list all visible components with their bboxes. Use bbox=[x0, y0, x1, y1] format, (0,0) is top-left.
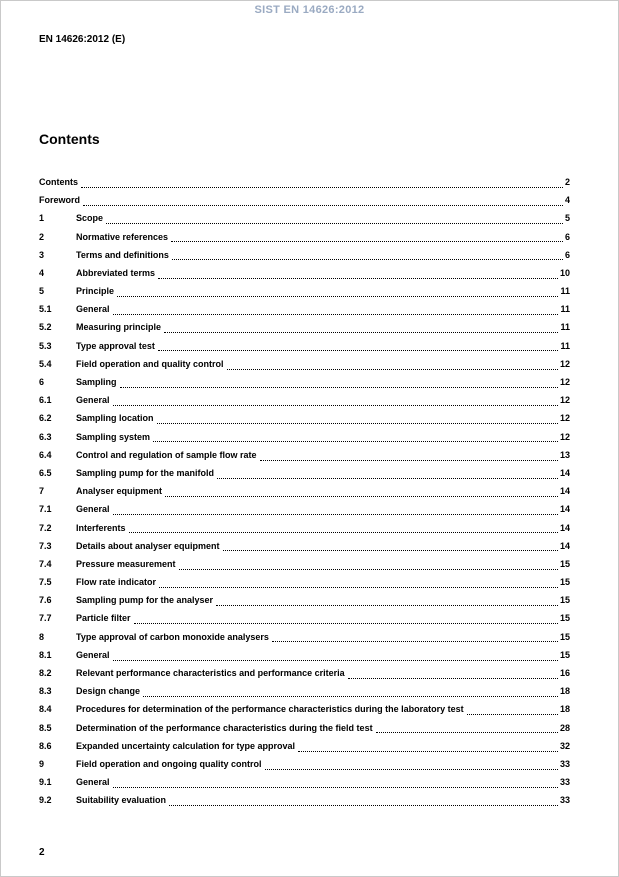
toc-dotted-leader bbox=[113, 314, 559, 315]
toc-row bbox=[39, 428, 570, 446]
toc-entry-number: 6.5 bbox=[39, 467, 52, 478]
toc-row bbox=[39, 791, 570, 809]
toc-entry-number: 7 bbox=[39, 486, 45, 497]
toc-entry-page: 33 bbox=[559, 795, 570, 806]
toc-dotted-leader bbox=[83, 205, 563, 206]
toc-row bbox=[39, 500, 570, 518]
toc-dotted-leader bbox=[117, 296, 558, 297]
toc-dotted-leader bbox=[113, 787, 558, 788]
toc-entry-page: 32 bbox=[559, 740, 570, 751]
toc-row bbox=[39, 610, 570, 628]
toc-entry-page: 15 bbox=[559, 577, 570, 588]
toc-row bbox=[39, 409, 570, 427]
toc-dotted-leader bbox=[113, 405, 558, 406]
toc-row bbox=[39, 319, 570, 337]
toc-row bbox=[39, 664, 570, 682]
toc-entry-page: 14 bbox=[559, 486, 570, 497]
toc-row bbox=[39, 482, 570, 500]
toc-dotted-leader bbox=[217, 478, 558, 479]
toc-entry-title: Sampling bbox=[76, 377, 117, 388]
toc-dotted-leader bbox=[227, 369, 558, 370]
toc-entry-title: Terms and definitions bbox=[76, 249, 169, 260]
toc-entry-title: Procedures for determination of the performance characteristics during the laboratory test bbox=[76, 704, 464, 715]
toc-entry-page: 33 bbox=[559, 777, 570, 788]
toc-entry-number: 5.2 bbox=[39, 322, 52, 333]
toc-entry-title: Details about analyser equipment bbox=[76, 540, 220, 551]
toc-entry-page: 6 bbox=[564, 249, 570, 260]
toc-entry-page: 12 bbox=[559, 413, 570, 424]
toc-dotted-leader bbox=[158, 350, 559, 351]
toc-entry-page: 12 bbox=[559, 431, 570, 442]
toc-dotted-leader bbox=[171, 241, 563, 242]
toc-entry-page: 14 bbox=[559, 522, 570, 533]
document-reference: EN 14626:2012 (E) bbox=[39, 34, 126, 45]
toc-entry-number: 1 bbox=[39, 213, 45, 224]
toc-entry-page: 12 bbox=[559, 395, 570, 406]
toc-entry-page: 15 bbox=[559, 649, 570, 660]
toc-entry-number: 7.2 bbox=[39, 522, 52, 533]
toc-entry-number: 7.7 bbox=[39, 613, 52, 624]
toc-entry-page: 11 bbox=[560, 304, 570, 315]
toc-entry-number: 7.6 bbox=[39, 595, 52, 606]
toc-entry-title: Type approval of carbon monoxide analysers bbox=[76, 631, 269, 642]
toc-entry-number: 8.2 bbox=[39, 668, 52, 679]
toc-entry-page: 15 bbox=[559, 595, 570, 606]
toc-entry-page: 18 bbox=[559, 704, 570, 715]
toc-row bbox=[39, 719, 570, 737]
toc-entry-number: 8.3 bbox=[39, 686, 52, 697]
toc-entry-page: 5 bbox=[564, 213, 570, 224]
toc-entry-number: 8.6 bbox=[39, 740, 52, 751]
toc-dotted-leader bbox=[120, 387, 558, 388]
toc-entry-number: 8.1 bbox=[39, 649, 52, 660]
toc-row bbox=[39, 209, 570, 227]
toc-entry-title: Measuring principle bbox=[76, 322, 162, 333]
toc-entry-number: 6.2 bbox=[39, 413, 52, 424]
toc-entry-number: 9 bbox=[39, 758, 45, 769]
toc-row bbox=[39, 646, 570, 664]
toc-row bbox=[39, 300, 570, 318]
toc-row bbox=[39, 737, 570, 755]
toc-dotted-leader bbox=[164, 332, 558, 333]
toc-row bbox=[39, 700, 570, 718]
toc-dotted-leader bbox=[169, 805, 558, 806]
toc-dotted-leader bbox=[143, 696, 558, 697]
toc-entry-number: 8 bbox=[39, 631, 45, 642]
toc-dotted-leader bbox=[467, 714, 558, 715]
toc-entry-title: Field operation and ongoing quality control bbox=[76, 758, 262, 769]
toc-entry-title: Foreword bbox=[39, 195, 81, 206]
toc-row bbox=[39, 355, 570, 373]
toc-entry-number: 5.4 bbox=[39, 358, 52, 369]
toc-entry-number: 6.1 bbox=[39, 395, 52, 406]
toc-entry-number: 8.5 bbox=[39, 722, 52, 733]
toc-row bbox=[39, 446, 570, 464]
toc-entry-title: Normative references bbox=[76, 231, 169, 242]
toc-dotted-leader bbox=[134, 623, 558, 624]
toc-entry-number: 8.4 bbox=[39, 704, 52, 715]
toc-entry-number: 9.1 bbox=[39, 777, 52, 788]
toc-entry-page: 10 bbox=[559, 267, 570, 278]
toc-row bbox=[39, 391, 570, 409]
toc-entry-title: Pressure measurement bbox=[76, 558, 176, 569]
toc-row bbox=[39, 373, 570, 391]
toc-entry-page: 15 bbox=[559, 558, 570, 569]
toc-entry-number: 3 bbox=[39, 249, 45, 260]
toc-entry-title: Determination of the performance characteristics during the field test bbox=[76, 722, 373, 733]
toc-dotted-leader bbox=[113, 660, 558, 661]
toc-entry-title: Contents bbox=[39, 176, 78, 187]
toc-row bbox=[39, 337, 570, 355]
toc-dotted-leader bbox=[298, 751, 558, 752]
toc-entry-page: 4 bbox=[564, 195, 570, 206]
toc-dotted-leader bbox=[376, 732, 558, 733]
toc-row bbox=[39, 246, 570, 264]
toc-entry-title: Sampling system bbox=[76, 431, 151, 442]
toc-row bbox=[39, 755, 570, 773]
toc-entry-number: 6.3 bbox=[39, 431, 52, 442]
toc-entry-page: 28 bbox=[559, 722, 570, 733]
toc-entry-title: Principle bbox=[76, 286, 115, 297]
toc-entry-title: General bbox=[76, 504, 110, 515]
toc-entry-number: 5 bbox=[39, 286, 45, 297]
toc-entry-number: 9.2 bbox=[39, 795, 52, 806]
toc-dotted-leader bbox=[265, 769, 558, 770]
toc-row bbox=[39, 573, 570, 591]
toc-dotted-leader bbox=[157, 423, 558, 424]
toc-entry-page: 14 bbox=[559, 504, 570, 515]
toc-row bbox=[39, 773, 570, 791]
toc-entry-page: 11 bbox=[560, 322, 570, 333]
toc-list bbox=[39, 173, 570, 810]
toc-dotted-leader bbox=[159, 587, 558, 588]
toc-entry-title: Expanded uncertainty calculation for type approval bbox=[76, 740, 296, 751]
contents-heading: Contents bbox=[39, 131, 100, 147]
toc-entry-title: Field operation and quality control bbox=[76, 358, 224, 369]
toc-entry-number: 7.3 bbox=[39, 540, 52, 551]
toc-entry-title: Flow rate indicator bbox=[76, 577, 157, 588]
toc-dotted-leader bbox=[272, 641, 558, 642]
toc-dotted-leader bbox=[260, 460, 558, 461]
toc-dotted-leader bbox=[179, 569, 558, 570]
toc-row bbox=[39, 519, 570, 537]
toc-entry-number: 2 bbox=[39, 231, 45, 242]
toc-entry-number: 4 bbox=[39, 267, 45, 278]
toc-row bbox=[39, 591, 570, 609]
toc-dotted-leader bbox=[223, 550, 558, 551]
toc-entry-page: 2 bbox=[564, 176, 570, 187]
toc-row bbox=[39, 537, 570, 555]
toc-entry-title: Analyser equipment bbox=[76, 486, 163, 497]
toc-entry-title: Type approval test bbox=[76, 340, 155, 351]
toc-entry-title: Sampling pump for the manifold bbox=[76, 467, 214, 478]
toc-dotted-leader bbox=[172, 259, 563, 260]
toc-entry-page: 11 bbox=[560, 340, 570, 351]
toc-entry-page: 12 bbox=[559, 377, 570, 388]
toc-entry-page: 6 bbox=[564, 231, 570, 242]
toc-row bbox=[39, 628, 570, 646]
toc-entry-title: Particle filter bbox=[76, 613, 131, 624]
toc-entry-number: 6.4 bbox=[39, 449, 52, 460]
toc-entry-title: Sampling pump for the analyser bbox=[76, 595, 214, 606]
toc-entry-page: 14 bbox=[559, 540, 570, 551]
toc-entry-page: 14 bbox=[559, 467, 570, 478]
toc-dotted-leader bbox=[129, 532, 558, 533]
toc-entry-page: 13 bbox=[559, 449, 570, 460]
toc-entry-page: 15 bbox=[559, 631, 570, 642]
toc-entry-title: Sampling location bbox=[76, 413, 154, 424]
toc-dotted-leader bbox=[165, 496, 558, 497]
toc-entry-title: General bbox=[76, 777, 110, 788]
toc-row bbox=[39, 555, 570, 573]
toc-entry-number: 6 bbox=[39, 377, 45, 388]
toc-dotted-leader bbox=[113, 514, 558, 515]
toc-dotted-leader bbox=[81, 187, 563, 188]
toc-dotted-leader bbox=[216, 605, 558, 606]
toc-entry-title: General bbox=[76, 649, 110, 660]
toc-entry-number: 5.1 bbox=[39, 304, 52, 315]
toc-entry-title: General bbox=[76, 304, 110, 315]
toc-entry-title: Abbreviated terms bbox=[76, 267, 156, 278]
toc-row bbox=[39, 464, 570, 482]
watermark-header: SIST EN 14626:2012 bbox=[254, 4, 365, 16]
toc-entry-title: General bbox=[76, 395, 110, 406]
toc-entry-page: 11 bbox=[560, 286, 570, 297]
toc-dotted-leader bbox=[153, 441, 558, 442]
toc-dotted-leader bbox=[106, 223, 563, 224]
toc-entry-title: Control and regulation of sample flow rate bbox=[76, 449, 257, 460]
toc-entry-page: 33 bbox=[559, 758, 570, 769]
toc-row bbox=[39, 191, 570, 209]
toc-entry-number: 7.1 bbox=[39, 504, 52, 515]
footer-page-number: 2 bbox=[39, 847, 45, 858]
toc-entry-page: 18 bbox=[559, 686, 570, 697]
toc-row bbox=[39, 682, 570, 700]
toc-entry-title: Interferents bbox=[76, 522, 126, 533]
toc-entry-title: Suitability evaluation bbox=[76, 795, 167, 806]
toc-entry-title: Design change bbox=[76, 686, 141, 697]
toc-entry-number: 7.5 bbox=[39, 577, 52, 588]
toc-entry-page: 12 bbox=[559, 358, 570, 369]
toc-dotted-leader bbox=[348, 678, 558, 679]
toc-row bbox=[39, 228, 570, 246]
toc-entry-number: 5.3 bbox=[39, 340, 52, 351]
toc-entry-title: Scope bbox=[76, 213, 104, 224]
toc-row bbox=[39, 264, 570, 282]
toc-row bbox=[39, 173, 570, 191]
toc-entry-page: 15 bbox=[559, 613, 570, 624]
toc-entry-page: 16 bbox=[559, 668, 570, 679]
toc-entry-number: 7.4 bbox=[39, 558, 52, 569]
toc-dotted-leader bbox=[158, 278, 558, 279]
toc-row bbox=[39, 282, 570, 300]
toc-entry-title: Relevant performance characteristics and performance criteria bbox=[76, 668, 345, 679]
